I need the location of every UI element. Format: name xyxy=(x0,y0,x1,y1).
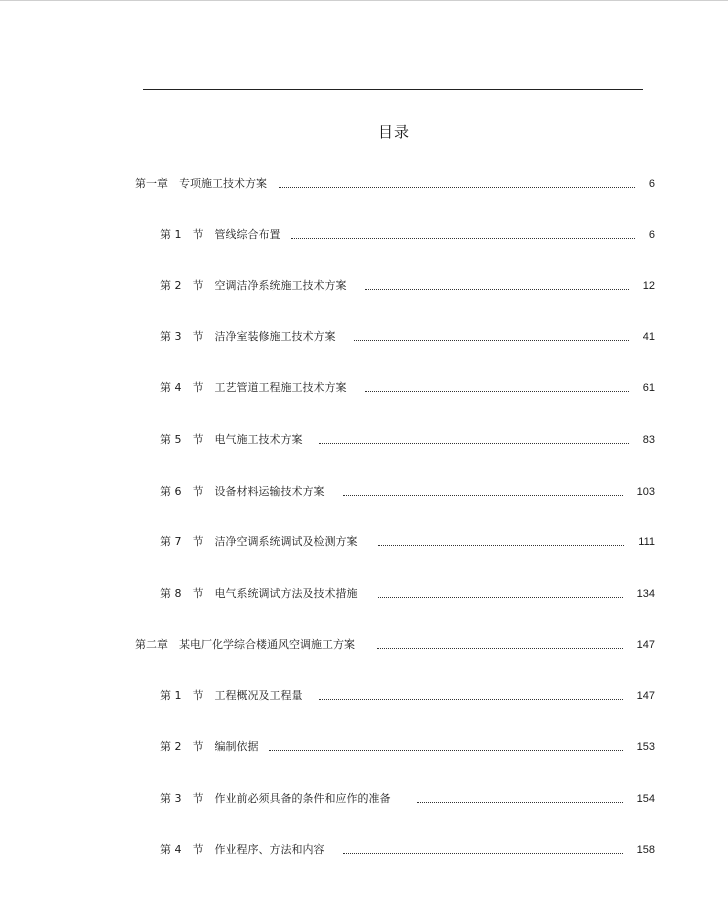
toc-entry-label: 第 5 节 电气施工技术方案 xyxy=(160,433,303,446)
toc-entry-page: 154 xyxy=(636,793,655,805)
toc-entry-page: 6 xyxy=(648,229,655,241)
toc-entry-label: 第 3 节 作业前必须具备的条件和应作的准备 xyxy=(160,792,391,805)
toc-entry-chapter-2[interactable] xyxy=(135,637,655,653)
toc-entry-label: 第二章 某电厂化学综合楼通风空调施工方案 xyxy=(135,638,355,651)
dot-leader xyxy=(417,802,623,803)
toc-entry-page: 12 xyxy=(642,280,655,292)
dot-leader xyxy=(319,443,629,444)
toc-entry-label: 第 2 节 空调洁净系统施工技术方案 xyxy=(160,279,347,292)
toc-entry-page: 83 xyxy=(642,434,655,446)
toc-entry-section-1-3[interactable] xyxy=(160,329,655,345)
toc-entry-page: 147 xyxy=(636,690,655,702)
dot-leader xyxy=(269,750,623,751)
toc-entry-page: 41 xyxy=(642,331,655,343)
toc-entry-section-2-1[interactable] xyxy=(160,688,655,704)
toc-entry-page: 6 xyxy=(648,178,655,190)
dot-leader xyxy=(279,187,635,188)
toc-entry-label: 第 7 节 洁净空调系统调试及检测方案 xyxy=(160,535,358,548)
dot-leader xyxy=(365,289,629,290)
dot-leader xyxy=(343,495,623,496)
toc-entry-label: 第 8 节 电气系统调试方法及技术措施 xyxy=(160,587,358,600)
toc-entry-page: 153 xyxy=(636,741,655,753)
toc-entry-section-1-8[interactable] xyxy=(160,586,655,602)
toc-entry-label: 第一章 专项施工技术方案 xyxy=(135,177,267,190)
toc-entry-section-1-6[interactable] xyxy=(160,484,655,500)
toc-entry-label: 第 4 节 作业程序、方法和内容 xyxy=(160,843,325,856)
toc-entry-page: 134 xyxy=(636,588,655,600)
dot-leader xyxy=(291,238,635,239)
toc-entry-section-2-4[interactable] xyxy=(160,842,655,858)
toc-entry-section-1-7[interactable] xyxy=(160,534,655,550)
toc-entry-label: 第 2 节 编制依据 xyxy=(160,740,259,753)
toc-entry-section-2-2[interactable] xyxy=(160,739,655,755)
toc-title: 目录 xyxy=(377,123,410,141)
toc-entry-page: 111 xyxy=(638,536,655,548)
toc-entry-label: 第 1 节 工程概况及工程量 xyxy=(160,689,303,702)
toc-entry-label: 第 6 节 设备材料运输技术方案 xyxy=(160,485,325,498)
toc-entry-page: 61 xyxy=(642,382,655,394)
dot-leader xyxy=(378,545,625,546)
dot-leader xyxy=(365,391,629,392)
toc-entry-page: 103 xyxy=(636,486,655,498)
toc-entry-section-1-1[interactable] xyxy=(160,227,655,243)
dot-leader xyxy=(343,853,623,854)
toc-entry-label: 第 4 节 工艺管道工程施工技术方案 xyxy=(160,381,347,394)
dot-leader xyxy=(354,340,629,341)
toc-entry-label: 第 1 节 管线综合布置 xyxy=(160,228,281,241)
dot-leader xyxy=(377,648,623,649)
toc-entry-section-1-2[interactable] xyxy=(160,278,655,294)
dot-leader xyxy=(319,699,623,700)
toc-entry-page: 147 xyxy=(636,639,655,651)
toc-entry-page: 158 xyxy=(636,844,655,856)
toc-entry-section-1-4[interactable] xyxy=(160,380,655,396)
toc-entry-section-1-5[interactable] xyxy=(160,432,655,448)
toc-entry-section-2-3[interactable] xyxy=(160,791,655,807)
toc-entry-label: 第 3 节 洁净室装修施工技术方案 xyxy=(160,330,336,343)
toc-entry-chapter-1[interactable] xyxy=(135,176,655,192)
dot-leader xyxy=(378,597,623,598)
